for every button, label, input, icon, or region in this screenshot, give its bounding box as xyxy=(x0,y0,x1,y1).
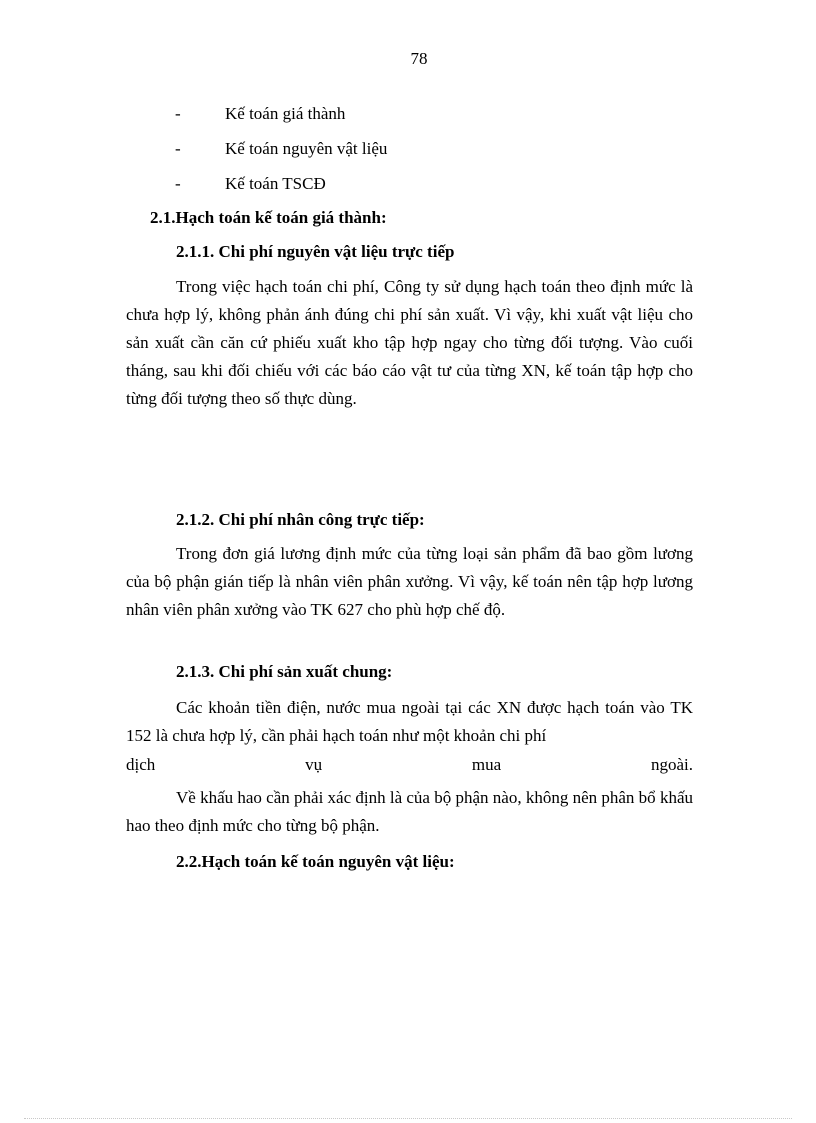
paragraph-text: Các khoản tiền điện, nước mua ngoài tại các XN được hạch toán vào TK 152 là chưa hợp lý, cần phải hạch toán như một khoản chi phí xyxy=(126,698,693,745)
paragraph-2-1-2 xyxy=(126,540,693,624)
word: ngoài. xyxy=(650,755,693,774)
paragraph-2-1-3 xyxy=(126,694,693,750)
subsection-heading-2-1-1: 2.1.1. Chi phí nguyên vật liệu trực tiếp xyxy=(176,242,455,261)
list-item-text: Kế toán nguyên vật liệu xyxy=(225,139,388,158)
paragraph-text: Về khấu hao cần phải xác định là của bộ phận nào, không nên phân bổ khấu hao theo định mức cho từng bộ phận. xyxy=(126,788,693,835)
paragraph-text: Trong việc hạch toán chi phí, Công ty sử dụng hạch toán theo định mức là chưa hợp lý, không phản ánh đúng chi phí sản xuất. Vì vậy, khi xuất vật liệu cho sản xuất cần căn cứ phiếu xuất kho tập hợp ngay cho từng đối tượng. Vào cuối tháng, sau khi đối chiếu với các báo cáo vật tư của từng XN, kế toán tập hợp cho từng đối tượng theo số thực dùng. xyxy=(126,277,693,408)
list-item-text: Kế toán TSCĐ xyxy=(225,174,326,193)
paragraph-last-line xyxy=(126,755,693,775)
word: mua xyxy=(471,755,502,774)
word: dịch xyxy=(126,755,156,774)
subsection-heading-2-1-3: 2.1.3. Chi phí sản xuất chung: xyxy=(176,662,393,681)
list-item-text: Kế toán giá thành xyxy=(225,104,346,123)
page-number: 78 xyxy=(410,49,428,68)
paragraph-2-1-3b xyxy=(126,784,693,840)
subsection-heading-2-1-2: 2.1.2. Chi phí nhân công trực tiếp: xyxy=(176,510,425,529)
paragraph-2-1-1 xyxy=(126,273,693,413)
footer-divider xyxy=(24,1118,792,1119)
section-heading-2-2: 2.2.Hạch toán kế toán nguyên vật liệu: xyxy=(176,852,455,871)
paragraph-text: Trong đơn giá lương định mức của từng loại sản phẩm đã bao gồm lương của bộ phận gián tiếp là nhân viên phân xưởng. Vì vậy, kế toán nên tập hợp lương nhân viên phân xưởng vào TK 627 cho phù hợp chế độ. xyxy=(126,544,693,619)
word: vụ xyxy=(305,755,323,774)
section-heading-2-1: 2.1.Hạch toán kế toán giá thành: xyxy=(150,208,387,227)
bullet-dash: - xyxy=(175,139,181,158)
bullet-dash: - xyxy=(175,104,181,123)
bullet-dash: - xyxy=(175,174,181,193)
